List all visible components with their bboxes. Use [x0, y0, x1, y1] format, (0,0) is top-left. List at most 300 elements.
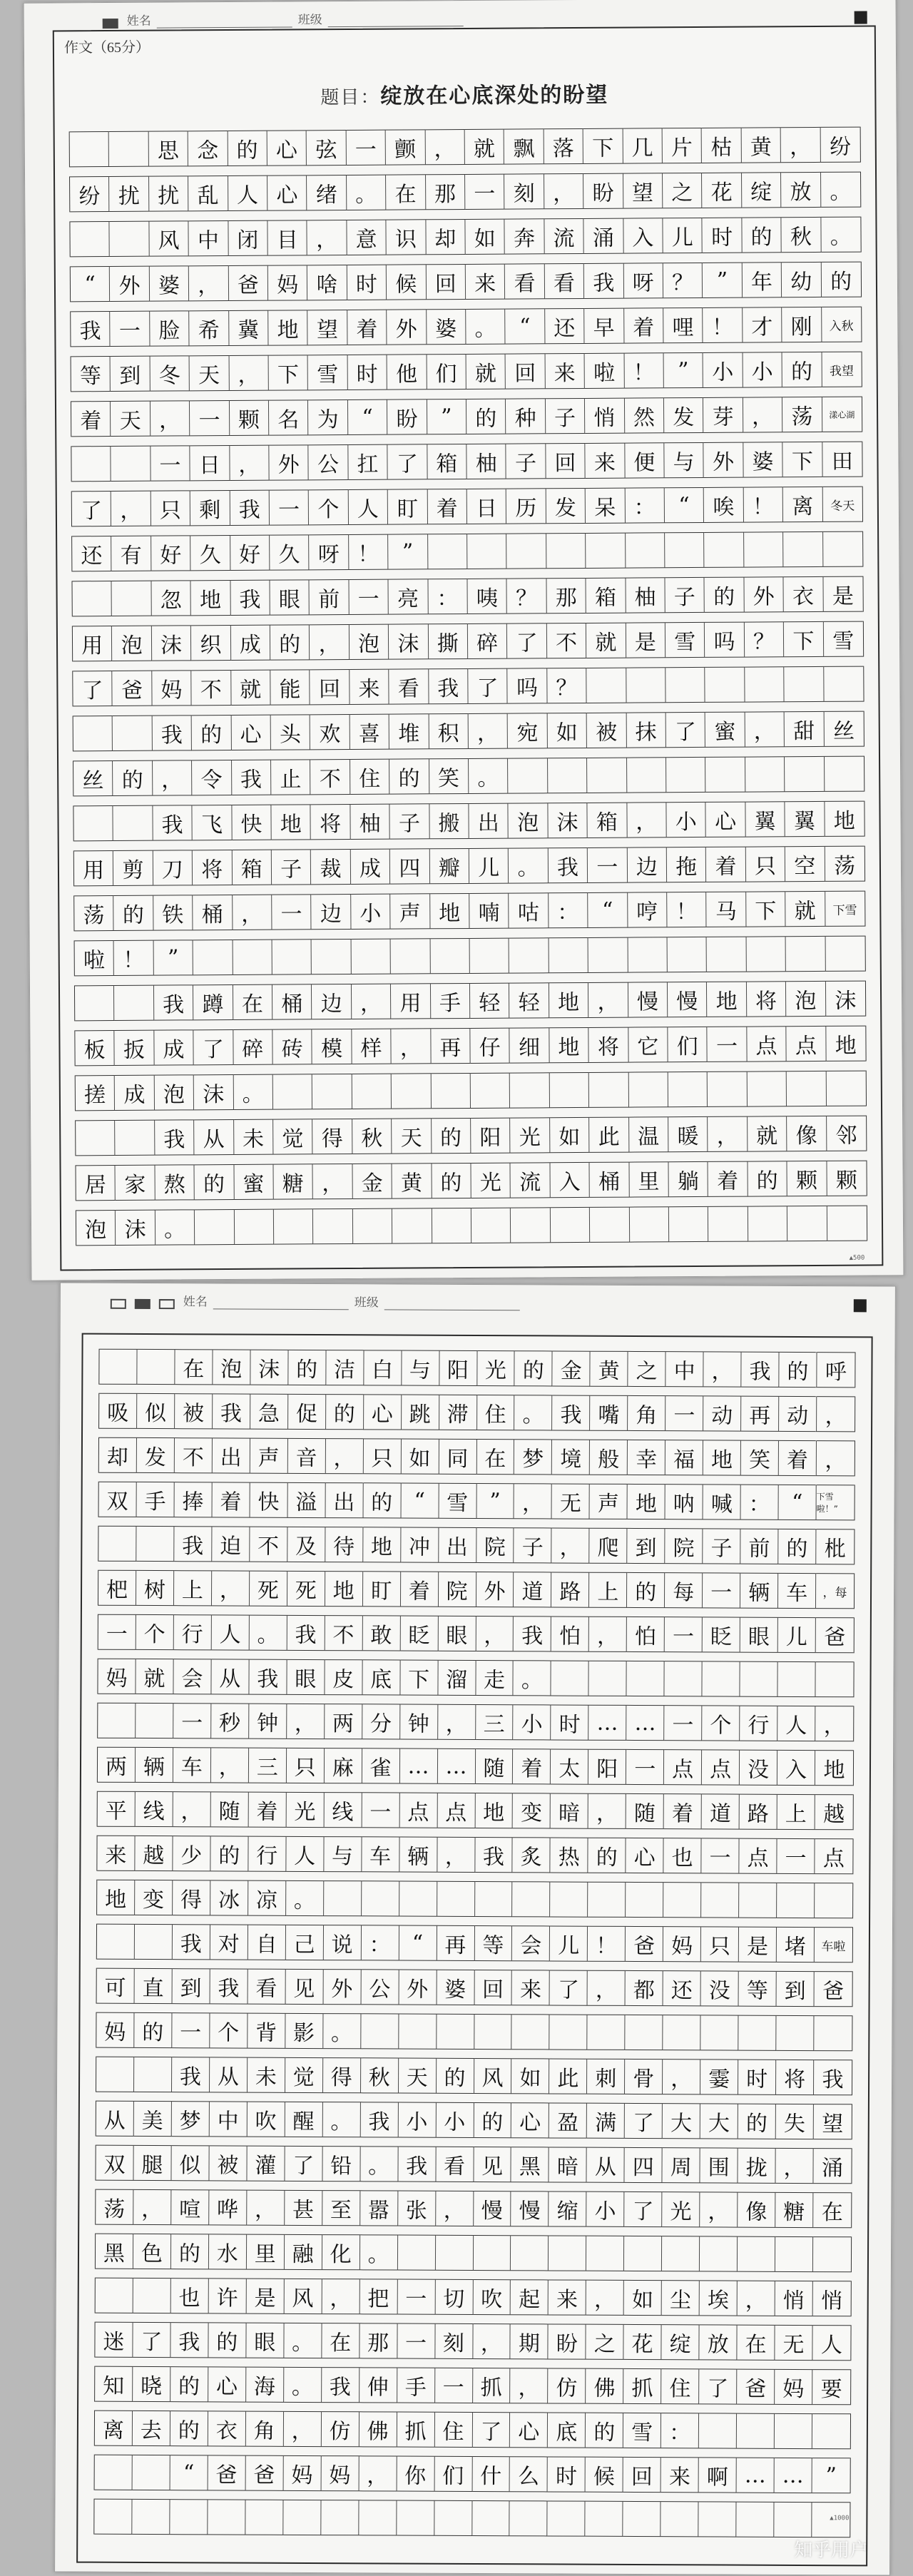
grid-cell: 变	[513, 1793, 551, 1828]
grid-cell: ，	[781, 127, 821, 163]
grid-cell: 随	[210, 1791, 248, 1827]
grid-cell: 未	[234, 1119, 274, 1155]
grid-cell: 着	[212, 1482, 250, 1517]
grid-cell	[777, 1883, 815, 1918]
grid-cell: 小	[666, 802, 706, 838]
grid-cell	[774, 2502, 812, 2537]
grid-cell: 线	[136, 1791, 173, 1827]
grid-cell: 们	[434, 2456, 472, 2492]
grid-cell: 的	[326, 1394, 364, 1430]
grid-cell: 如	[547, 713, 587, 748]
grid-row	[71, 397, 862, 437]
grid-cell: 子	[272, 849, 312, 885]
grid-cell: 剪	[113, 850, 153, 886]
grid-row	[72, 621, 864, 662]
grid-cell: 哗	[209, 2189, 247, 2225]
grid-cell: 心	[267, 130, 307, 166]
grid-cell: 阳	[471, 1118, 511, 1154]
grid-cell	[97, 1924, 135, 1960]
grid-cell	[353, 1208, 393, 1244]
grid-cell: 候	[586, 2457, 623, 2493]
grid-cell: ，	[589, 1617, 627, 1652]
grid-cell: 心	[231, 715, 271, 750]
grid-cell: 手	[397, 2368, 435, 2403]
grid-cell: 在	[476, 1439, 514, 1475]
grid-cell	[72, 581, 112, 616]
grid-cell: 目	[267, 220, 307, 255]
grid-cell: 色	[133, 2234, 171, 2269]
grid-cell: 落	[544, 128, 583, 164]
grid-cell: 思	[148, 131, 188, 166]
grid-cell: 我	[249, 1659, 287, 1695]
grid-cell: 来	[350, 669, 389, 705]
grid-cell: 一	[708, 1027, 748, 1062]
grid-cell: 。	[469, 758, 509, 794]
grid-cell: 抓	[623, 2368, 661, 2404]
grid-cell: 了	[666, 712, 706, 748]
grid-cell: 啦	[75, 940, 115, 976]
grid-cell: 被	[209, 2145, 247, 2181]
grid-cell: 一	[349, 579, 389, 615]
grid-cell: 我	[170, 2322, 208, 2358]
grid-cell: 妈	[663, 1926, 701, 1962]
grid-cell: 拖	[667, 847, 707, 882]
grid-cell: 外	[387, 309, 427, 345]
grid-cell: 雪	[308, 355, 348, 390]
grid-cell: 盈	[549, 2102, 587, 2138]
grid-cell	[814, 2015, 852, 2051]
grid-cell: 。	[509, 847, 549, 883]
grid-cell: 轻	[470, 983, 510, 1019]
grid-cell: 院	[665, 1528, 703, 1564]
grid-cell: 熬	[155, 1164, 195, 1200]
grid-cell: 尘	[662, 2280, 700, 2316]
grid-cell: 我	[154, 984, 194, 1020]
grid-cell: 喜	[350, 714, 389, 750]
grid-cell: 个	[702, 1705, 740, 1741]
grid-cell: 的	[588, 1838, 626, 1873]
grid-cell: 个	[136, 1614, 174, 1650]
grid-cell: 前	[310, 579, 350, 615]
grid-cell: ，	[212, 1570, 250, 1606]
grid-cell: 地	[703, 1440, 741, 1475]
grid-cell: 回	[474, 1970, 512, 2005]
grid-cell: ，	[776, 2148, 814, 2184]
grid-row	[94, 2322, 851, 2361]
grid-cell	[739, 1883, 777, 1918]
grid-cell: 爸	[737, 2369, 775, 2405]
grid-cell: 不	[310, 759, 350, 795]
grid-cell: 唉	[704, 487, 744, 523]
grid-cell: 点	[739, 1838, 777, 1874]
grid-cell: 我	[210, 1968, 248, 2004]
essay-grid	[93, 1349, 855, 2547]
grid-cell: 洁	[326, 1350, 364, 1385]
grid-cell: 将	[589, 1027, 629, 1063]
grid-cell: 起	[511, 2279, 549, 2315]
grid-cell	[662, 2236, 700, 2271]
grid-cell: 那	[426, 174, 466, 210]
grid-cell: 钟	[400, 1704, 438, 1740]
grid-cell: 底	[548, 2412, 586, 2448]
grid-cell: 了	[625, 2103, 663, 2139]
grid-cell: ，	[325, 1438, 363, 1474]
grid-cell: 轻	[509, 982, 549, 1018]
grid-cell: 少	[173, 1836, 210, 1871]
grid-cell: 小	[398, 2102, 436, 2138]
grid-cell: 溜	[438, 1660, 476, 1696]
grid-cell: 扛	[348, 444, 388, 480]
grid-cell	[132, 2499, 170, 2535]
grid-cell	[826, 1071, 866, 1106]
grid-cell: 死	[250, 1571, 287, 1607]
grid-cell	[234, 1209, 274, 1245]
grid-cell: 会	[173, 1659, 211, 1694]
grid-cell	[312, 939, 352, 974]
answer-sheet-page-2	[54, 1282, 896, 2575]
grid-row	[95, 2145, 852, 2184]
grid-cell: 的	[782, 352, 822, 387]
registration-mark	[159, 1299, 175, 1309]
grid-cell: 走	[476, 1660, 514, 1696]
grid-cell: 啊	[699, 2457, 737, 2493]
grid-cell: 海	[246, 2367, 284, 2403]
grid-cell: 放	[781, 172, 821, 208]
grid-cell: 枇	[816, 1529, 854, 1564]
grid-row	[71, 487, 863, 527]
grid-cell: 点	[747, 1026, 787, 1062]
grid-cell: 刻	[435, 2323, 473, 2359]
grid-cell: 是	[823, 576, 863, 612]
grid-cell: 的	[113, 760, 153, 796]
grid-cell	[428, 534, 468, 569]
grid-cell: ？	[663, 263, 703, 298]
grid-cell: 促	[288, 1394, 326, 1430]
grid-cell: 了	[388, 444, 428, 479]
grid-cell: 那	[359, 2323, 397, 2358]
grid-cell: 枯	[702, 128, 742, 163]
grid-cell: 小	[514, 1704, 551, 1740]
grid-cell: 着	[708, 1161, 748, 1197]
grid-cell: 暖	[668, 1116, 708, 1152]
grid-cell: 。	[360, 2146, 398, 2182]
grid-row	[97, 1747, 854, 1786]
grid-cell: 辆	[136, 1747, 173, 1783]
grid-cell: 入	[550, 1162, 590, 1198]
grid-cell: 闭	[228, 220, 268, 256]
grid-cell: 光	[286, 1792, 324, 1828]
grid-cell: 柚	[466, 444, 506, 479]
grid-cell: 盯	[363, 1571, 401, 1607]
grid-row	[74, 936, 866, 977]
grid-cell	[324, 1880, 362, 1916]
grid-cell: 点	[399, 1793, 437, 1828]
grid-cell: 心	[706, 802, 746, 838]
grid-cell	[109, 131, 149, 167]
grid-cell: 一	[435, 2368, 473, 2403]
grid-cell: 凉	[248, 1880, 286, 1916]
grid-cell: 分	[362, 1704, 400, 1739]
grid-cell: 家	[116, 1165, 155, 1201]
grid-cell: “	[170, 2455, 208, 2490]
grid-cell: 片	[663, 128, 703, 163]
grid-cell	[113, 716, 153, 751]
grid-cell: 笑	[741, 1440, 779, 1476]
grid-cell: 沫	[152, 625, 192, 661]
grid-cell: 冰	[210, 1880, 248, 1915]
grid-cell: 泡	[213, 1349, 250, 1385]
grid-cell: 着	[248, 1792, 286, 1828]
grid-cell	[827, 1206, 867, 1241]
grid-cell: 外	[476, 1572, 514, 1607]
grid-cell: 着	[779, 1440, 817, 1476]
grid-cell	[471, 1208, 511, 1243]
grid-cell: …	[775, 2458, 812, 2493]
grid-cell: 。	[322, 2102, 360, 2137]
grid-cell: 白	[364, 1350, 402, 1385]
class-blank	[384, 1298, 520, 1310]
grid-cell: 一	[588, 847, 628, 883]
grid-cell	[784, 666, 824, 702]
grid-cell: 了	[624, 2191, 662, 2227]
grid-cell: 下雪	[825, 891, 865, 927]
grid-cell: 。	[286, 1880, 324, 1916]
grid-cell	[546, 533, 586, 569]
grid-cell: 直	[134, 1968, 172, 2004]
class-label: 班级	[297, 13, 322, 27]
grid-cell: 见	[285, 1969, 323, 2005]
grid-cell: 声	[590, 1484, 628, 1519]
grid-cell: 仿	[322, 2411, 359, 2447]
grid-cell	[283, 2500, 321, 2535]
grid-cell: 水	[209, 2234, 247, 2269]
grid-cell: 意	[347, 220, 387, 255]
grid-cell: 就	[748, 1116, 787, 1151]
grid-cell: ，	[743, 397, 783, 432]
grid-cell	[823, 531, 863, 567]
grid-row	[98, 1437, 855, 1477]
grid-cell: 着	[71, 401, 111, 437]
grid-cell: 用	[73, 626, 113, 661]
grid-cell: 是	[739, 1927, 777, 1962]
grid-cell: 三	[476, 1704, 514, 1740]
grid-cell	[812, 2413, 850, 2449]
grid-cell: 及	[287, 1527, 325, 1562]
grid-cell: 发	[664, 397, 704, 433]
grid-cell: 地	[825, 801, 864, 837]
grid-cell: 雪	[665, 622, 705, 658]
grid-cell: 醒	[285, 2102, 322, 2137]
grid-cell: ”	[388, 534, 428, 569]
grid-cell: 此	[589, 1117, 629, 1153]
grid-cell: 住	[350, 759, 390, 795]
grid-cell: 随	[626, 1793, 664, 1829]
grid-cell: 咕	[509, 892, 549, 928]
grid-cell: 只	[151, 490, 191, 526]
grid-cell: 一	[702, 1838, 740, 1873]
grid-cell: 板	[75, 1030, 115, 1066]
grid-cell: 把	[359, 2279, 397, 2314]
grid-cell: 背	[248, 2013, 285, 2049]
grid-cell	[508, 758, 548, 793]
grid-cell: 路	[740, 1794, 777, 1830]
word-count-mark: ▲500	[849, 1254, 865, 1262]
grid-row	[95, 2189, 852, 2229]
grid-cell	[704, 532, 744, 568]
grid-cell: “	[779, 1485, 817, 1520]
grid-row	[73, 756, 864, 797]
grid-cell	[628, 1071, 668, 1107]
grid-cell	[708, 1071, 748, 1107]
grid-cell: 我	[322, 2367, 359, 2403]
grid-cell: 沫	[250, 1350, 288, 1385]
grid-cell: 时	[347, 355, 387, 390]
grid-cell	[472, 2500, 510, 2536]
grid-cell: 车	[173, 1747, 211, 1783]
grid-cell: 泡	[112, 626, 152, 661]
grid-cell: 抓	[473, 2368, 511, 2403]
grid-row	[69, 172, 861, 213]
grid-cell: 翼	[745, 801, 785, 837]
grid-cell: 在	[322, 2323, 359, 2358]
grid-cell: ，	[544, 173, 584, 209]
grid-cell: 。	[821, 172, 861, 208]
grid-cell: 大	[700, 2103, 738, 2139]
grid-cell: 了	[468, 668, 508, 704]
grid-cell	[778, 1661, 816, 1697]
grid-cell: 在	[175, 1349, 213, 1385]
grid-cell: 模	[312, 1029, 352, 1064]
grid-cell: 捧	[174, 1482, 212, 1517]
grid-cell: 大	[663, 2103, 700, 2139]
grid-cell: 心	[364, 1394, 402, 1430]
essay-frame	[53, 25, 884, 1271]
grid-cell: 铁	[153, 895, 193, 930]
grid-cell: 飞	[193, 805, 233, 840]
grid-cell: 它	[628, 1027, 668, 1062]
grid-cell: 黄	[591, 1351, 628, 1387]
grid-cell	[96, 2278, 133, 2313]
grid-cell: 边	[312, 894, 352, 930]
grid-cell: 丝	[824, 711, 864, 747]
grid-cell: 四	[625, 2147, 663, 2183]
grid-cell: 回	[623, 2457, 661, 2493]
grid-cell: 。	[233, 1074, 273, 1110]
grid-cell: 日	[467, 489, 507, 524]
grid-cell: 在	[738, 2325, 775, 2361]
grid-cell: 绽	[742, 172, 782, 208]
grid-cell: ，	[436, 2191, 474, 2226]
grid-cell: 风	[149, 220, 189, 256]
grid-cell: ：	[661, 2413, 699, 2448]
grid-cell: 妈	[268, 265, 308, 300]
grid-cell: 我	[230, 490, 270, 526]
grid-cell: 盯	[388, 489, 428, 524]
grid-cell: 一	[397, 2323, 435, 2359]
grid-cell: 将	[311, 804, 351, 840]
grid-cell: 漾心湖	[822, 397, 862, 432]
grid-cell: 一	[626, 1749, 664, 1785]
grid-cell	[745, 666, 785, 702]
grid-cell: 点	[437, 1793, 475, 1828]
grid-cell: 我	[232, 760, 272, 795]
grid-cell: 妈	[283, 2455, 321, 2491]
grid-cell	[748, 1071, 787, 1106]
grid-cell: 田	[822, 442, 862, 477]
grid-cell: 公	[361, 1969, 399, 2005]
grid-cell: 我	[398, 2147, 436, 2182]
grid-cell	[699, 2413, 737, 2448]
grid-cell: 树	[136, 1570, 174, 1606]
grid-cell: 桶	[272, 984, 312, 1019]
grid-cell: 咦	[467, 579, 507, 614]
name-blank	[213, 1297, 349, 1310]
grid-cell: ，	[151, 400, 190, 436]
grid-cell: 佛	[359, 2411, 397, 2447]
grid-cell: ，	[133, 2189, 171, 2225]
grid-cell: 丝	[73, 760, 113, 796]
grid-cell	[624, 2236, 662, 2271]
grid-cell: 发	[546, 488, 586, 524]
grid-cell	[321, 2500, 359, 2535]
grid-cell: …	[626, 1705, 664, 1741]
grid-cell	[136, 1526, 174, 1562]
grid-cell: 的	[210, 1836, 248, 1871]
grid-cell: 。	[284, 2367, 322, 2403]
grid-cell: 嘴	[590, 1395, 628, 1431]
grid-cell	[669, 1206, 709, 1242]
grid-cell: 雪	[623, 2413, 661, 2448]
grid-cell	[94, 2499, 132, 2535]
grid-cell: 中	[210, 2101, 248, 2137]
grid-cell: 马	[707, 892, 747, 927]
grid-cell: 抹	[626, 712, 666, 748]
grid-cell	[589, 1661, 627, 1696]
grid-cell	[137, 1349, 175, 1385]
grid-cell: 一	[777, 1838, 815, 1874]
grid-cell: 我	[213, 1393, 250, 1429]
grid-cell: 妈	[321, 2455, 359, 2491]
grid-cell: 骨	[625, 2059, 663, 2094]
grid-cell: 成	[115, 1075, 155, 1111]
grid-cell: 化	[322, 2234, 360, 2270]
grid-cell: 来	[545, 353, 585, 389]
grid-cell: 盼	[583, 173, 623, 209]
grid-cell: 着	[427, 489, 467, 524]
grid-cell: 住	[477, 1395, 515, 1430]
grid-cell	[437, 2014, 474, 2050]
grid-cell	[783, 531, 823, 567]
grid-cell: 妈	[775, 2369, 812, 2405]
grid-cell: 欢	[310, 714, 350, 750]
grid-cell: 车	[362, 1836, 399, 1872]
grid-cell	[748, 1206, 788, 1241]
grid-cell: 再	[741, 1396, 779, 1432]
grid-cell: 境	[552, 1439, 590, 1475]
grid-cell: 的	[738, 2104, 776, 2139]
grid-cell: 嚣	[360, 2190, 398, 2226]
grid-cell: 了	[507, 623, 547, 658]
grid-cell: 皮	[325, 1659, 362, 1695]
grid-cell	[776, 2015, 814, 2051]
grid-cell: 地	[707, 982, 747, 1017]
grid-cell: 砖	[272, 1029, 312, 1064]
grid-cell: 织	[191, 625, 231, 661]
grid-cell: 般	[590, 1440, 628, 1475]
grid-cell: 的	[432, 1163, 471, 1198]
grid-cell: 躺	[668, 1161, 708, 1197]
grid-cell: 梦	[172, 2101, 210, 2137]
